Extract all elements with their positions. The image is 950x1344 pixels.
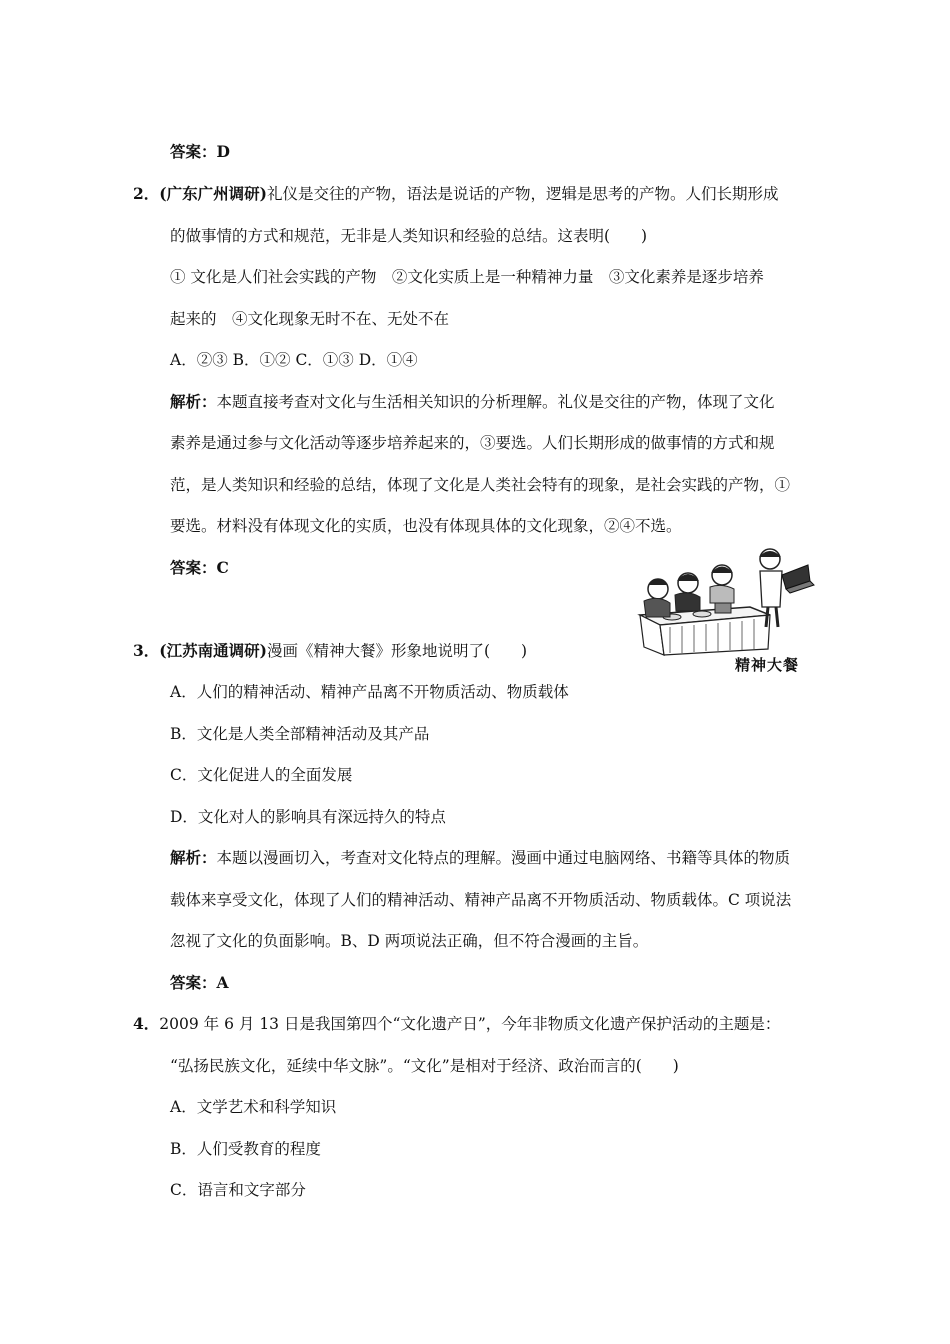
analysis-text: 本题以漫画切入，考查对文化特点的理解。漫画中通过电脑网络、书籍等具体的物质 <box>216 849 791 867</box>
answer-2 <box>170 558 229 578</box>
answer-value: C <box>216 558 229 577</box>
question-3-analysis-line-2: 载体来享受文化，体现了人们的精神活动、精神产品离不开物质活动、物质载体。C 项说法 <box>170 891 792 909</box>
question-2-items-line-2: 起来的 ④文化现象无时不在、无处不在 <box>170 310 450 328</box>
question-3-stem <box>133 641 527 661</box>
answer-label: 答案： <box>170 558 217 577</box>
question-4-option-b: B．人们受教育的程度 <box>170 1140 321 1158</box>
answer-value: A <box>216 973 229 992</box>
answer-3 <box>170 973 229 993</box>
question-number: 2． <box>133 184 160 203</box>
answer-value: D <box>216 142 230 161</box>
analysis-label: 解析： <box>170 848 217 867</box>
question-2-options: A．②③ B．①② C．①③ D．①④ <box>170 351 418 369</box>
question-2-stem-line-2: 的做事情的方式和规范，无非是人类知识和经验的总结。这表明( ) <box>170 227 648 245</box>
question-3-option-d: D．文化对人的影响具有深远持久的特点 <box>170 808 446 826</box>
answer-label: 答案： <box>170 142 217 161</box>
question-2-analysis-line-3: 范，是人类知识和经验的总结，体现了文化是人类社会特有的现象，是社会实践的产物，① <box>170 476 791 494</box>
question-3-option-b: B．文化是人类全部精神活动及其产品 <box>170 725 430 743</box>
question-4-stem-line-2: “弘扬民族文化，延续中华文脉”。“文化”是相对于经济、政治而言的( ) <box>170 1057 679 1075</box>
question-2-items-line-1: ① 文化是人们社会实践的产物 ②文化实质上是一种精神力量 ③文化素养是逐步培养 <box>170 268 764 286</box>
answer-label: 答案： <box>170 973 217 992</box>
question-source: (广东广州调研) <box>159 184 267 203</box>
question-2-analysis-line-4: 要选。材料没有体现文化的实质，也没有体现具体的文化现象，②④不选。 <box>170 517 682 535</box>
question-number: 4． <box>133 1014 160 1033</box>
question-number: 3． <box>133 641 160 660</box>
question-4-option-c: C．语言和文字部分 <box>170 1181 306 1199</box>
question-text: 漫画《精神大餐》形象地说明了( ) <box>266 642 528 660</box>
question-2-stem-line-1 <box>133 184 778 204</box>
question-text: 2009 年 6 月 13 日是我国第四个“文化遗产日”，今年非物质文化遗产保护活动的主题是： <box>159 1015 781 1033</box>
question-3-option-c: C．文化促进人的全面发展 <box>170 766 353 784</box>
question-4-stem-line-1 <box>133 1014 780 1034</box>
analysis-label: 解析： <box>170 392 217 411</box>
cartoon-caption: 精神大餐 <box>735 656 800 674</box>
question-3-option-a: A．人们的精神活动、精神产品离不开物质活动、物质载体 <box>170 683 569 701</box>
question-text: 礼仪是交往的产物，语法是说话的产物，逻辑是思考的产物。人们长期形成 <box>266 185 779 203</box>
analysis-text: 本题直接考查对文化与生活相关知识的分析理解。礼仪是交往的产物，体现了文化 <box>216 393 775 411</box>
question-3-analysis-line-1 <box>170 848 790 868</box>
question-4-option-a: A．文学艺术和科学知识 <box>170 1098 337 1116</box>
cartoon-illustration <box>630 545 815 670</box>
question-source: (江苏南通调研) <box>159 641 267 660</box>
question-2-analysis-line-2: 素养是通过参与文化活动等逐步培养起来的，③要选。人们长期形成的做事情的方式和规 <box>170 434 775 452</box>
answer-1 <box>170 142 230 162</box>
question-2-analysis-line-1 <box>170 392 775 412</box>
question-3-analysis-line-3: 忽视了文化的负面影响。B、D 两项说法正确，但不符合漫画的主旨。 <box>170 932 649 950</box>
